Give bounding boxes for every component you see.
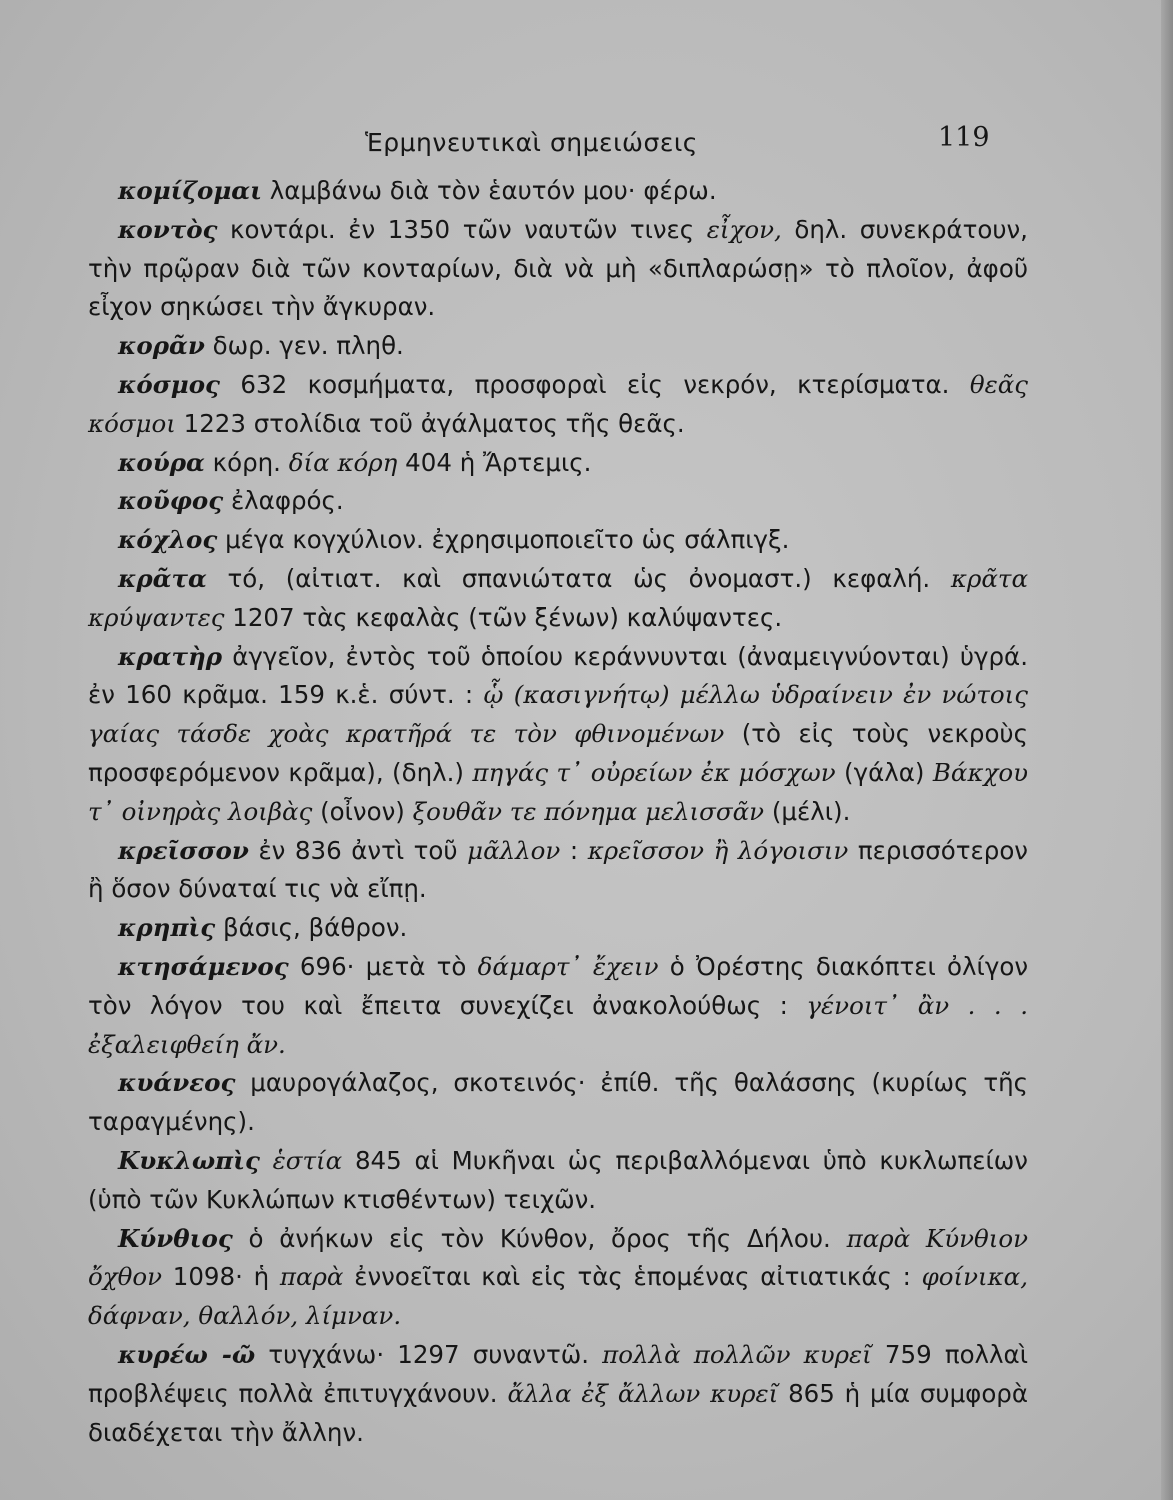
definition: : bbox=[569, 835, 579, 865]
quoted-greek: δία κόρη bbox=[288, 447, 398, 477]
glossary-entry bbox=[88, 366, 1028, 444]
quoted-greek: πολλὰ πολλῶν κυρεῖ bbox=[602, 1339, 872, 1369]
definition: (γάλα) bbox=[844, 757, 925, 787]
definition: βάσις, βάθρον. bbox=[222, 913, 408, 943]
quoted-greek: εἶχον, bbox=[706, 214, 782, 244]
glossary-body bbox=[88, 172, 1028, 1452]
headword: κρατὴρ bbox=[118, 641, 223, 671]
definition: ὁ Ὀρέστης διακόπτει ὀλίγον τὸν λόγον του καὶ ἔπειτα συνεχίζει ἀνακολούθως : bbox=[88, 951, 1029, 1020]
glossary-entry bbox=[88, 1220, 1028, 1336]
definition: 696· μετὰ τὸ bbox=[299, 951, 467, 981]
definition: κοντάρι. ἐν 1350 τῶν ναυτῶν τινες bbox=[230, 214, 695, 244]
quoted-greek: παρὰ bbox=[279, 1262, 344, 1292]
glossary-entry bbox=[88, 482, 1028, 521]
glossary-entry bbox=[88, 521, 1028, 560]
definition: τό, (αἰτιατ. καὶ σπανιώτατα ὡς ὀνομαστ.) κεφαλή. bbox=[227, 563, 931, 593]
definition: ἐν 836 ἀντὶ τοῦ bbox=[258, 835, 458, 865]
definition: (μέλι). bbox=[771, 796, 851, 826]
definition: 404 ἡ Ἄρτεμις. bbox=[405, 447, 592, 477]
glossary-entry bbox=[88, 1064, 1028, 1142]
definition: 1223 στολίδια τοῦ ἀγάλματος τῆς θεᾶς. bbox=[183, 408, 685, 438]
definition: 759 πολλαὶ προβλέψεις πολλὰ ἐπιτυγχάνουν. bbox=[88, 1339, 1028, 1408]
quoted-greek: Βάκχου τ᾽ οἰνηρὰς λοιβὰς bbox=[88, 757, 1028, 826]
quoted-greek: κρᾶτα κρύψαντες bbox=[88, 563, 1029, 632]
headword: κυάνεος bbox=[118, 1068, 236, 1098]
definition: 1207 τὰς κεφαλὰς (τῶν ξένων) καλύψαντες. bbox=[232, 602, 783, 632]
glossary-entry bbox=[88, 444, 1028, 483]
definition: μέγα κογχύλιον. ἐχρησιμοποιεῖτο ὡς σάλπιγξ. bbox=[225, 525, 790, 555]
definition: μαυρογάλαζος, σκοτεινός· ἐπίθ. τῆς θαλάσσης (κυρίως τῆς ταραγμένης). bbox=[88, 1068, 1028, 1137]
headword: Κύνθιος bbox=[118, 1223, 233, 1253]
headword: κομίζομαι bbox=[118, 176, 262, 205]
headword: κυρέω -ῶ bbox=[118, 1339, 256, 1369]
page-header bbox=[0, 118, 1173, 162]
definition: τυγχάνω· 1297 συναντῶ. bbox=[268, 1339, 590, 1369]
definition: 632 κοσμήματα, προσφοραὶ εἰς νεκρόν, κτερίσματα. bbox=[240, 369, 950, 399]
quoted-greek: ᾧ (κασιγνήτῳ) μέλλω ὑδραίνειν ἐν νώτοις γαίας τάσδε χοὰς κρατῆρά τε τὸν φθινομένων bbox=[88, 680, 1028, 749]
headword: κρεῖσσον bbox=[118, 835, 249, 865]
quoted-greek: ἑστία bbox=[272, 1145, 343, 1175]
headword: κρηπὶς bbox=[118, 913, 216, 943]
running-title: Ἑρμηνευτικαὶ σημειώσεις bbox=[365, 128, 698, 157]
quoted-greek: κρεῖσσον ἢ λόγοισιν bbox=[587, 835, 849, 865]
quoted-greek: ἄλλα ἐξ ἄλλων κυρεῖ bbox=[507, 1378, 779, 1408]
headword: κόχλος bbox=[118, 525, 218, 555]
definition: ἐννοεῖται καὶ εἰς τὰς ἑπομένας αἰτιατικάς : bbox=[354, 1262, 911, 1292]
glossary-entry bbox=[88, 172, 1028, 211]
quoted-greek: δάμαρτ᾽ ἔχειν bbox=[477, 951, 659, 981]
glossary-entry bbox=[88, 1142, 1028, 1220]
definition: περισσότερον ἢ ὅσον δύναταί τις νὰ εἴπῃ. bbox=[88, 835, 1028, 904]
definition: (οἶνον) bbox=[320, 796, 405, 826]
definition: δωρ. γεν. πληθ. bbox=[212, 331, 404, 361]
headword: κούρα bbox=[118, 447, 205, 477]
page-edge-shadow bbox=[1161, 0, 1173, 1500]
headword: κοῦφος bbox=[118, 486, 224, 516]
headword: κόσμος bbox=[118, 369, 220, 399]
quoted-greek: φοίνικα, δάφναν, θαλλόν, λίμναν. bbox=[88, 1262, 1028, 1331]
definition: 865 ἡ μία συμφορὰ διαδέχεται τὴν ἄλλην. bbox=[88, 1378, 1029, 1447]
quoted-greek: μᾶλλον bbox=[467, 835, 561, 865]
headword: Κυκλωπὶς bbox=[118, 1145, 260, 1175]
quoted-greek: πηγάς τ᾽ οὐρείων ἐκ μόσχων bbox=[472, 757, 836, 787]
definition: κόρη. bbox=[212, 447, 281, 477]
definition: δηλ. συνεκράτουν, τὴν πρῷραν διὰ τῶν κονταρίων, διὰ νὰ μὴ «διπλαρώσῃ» τὸ πλοῖον, ἀφοῦ εἶχον σηκώσει τὴν ἄγκυραν. bbox=[88, 214, 1028, 322]
glossary-entry bbox=[88, 211, 1028, 327]
glossary-entry bbox=[88, 1336, 1028, 1452]
page-number: 119 bbox=[938, 122, 990, 153]
definition: (τὸ εἰς τοὺς νεκροὺς προσφερόμενον κρᾶμα), (δηλ.) bbox=[88, 719, 1028, 787]
glossary-entry bbox=[88, 327, 1028, 366]
headword: κρᾶτα bbox=[118, 563, 207, 593]
glossary-entry bbox=[88, 560, 1028, 638]
headword: κτησάμενος bbox=[118, 951, 289, 981]
definition: ἀγγεῖον, ἐντὸς τοῦ ὁποίου κεράννυνται (ἀναμειγνύονται) ὑγρά. ἐν 160 κρᾶμα. 159 κ.ἑ. σύντ. : bbox=[88, 641, 1028, 710]
quoted-greek: παρὰ Κύνθιον ὄχθον bbox=[88, 1223, 1028, 1292]
quoted-greek: θεᾶς κόσμοι bbox=[88, 369, 1029, 438]
glossary-entry bbox=[88, 948, 1028, 1064]
glossary-entry bbox=[88, 638, 1028, 832]
quoted-greek: ξουθᾶν τε πόνημα μελισσᾶν bbox=[412, 796, 765, 826]
definition: ὁ ἀνήκων εἰς τὸν Κύνθον, ὄρος τῆς Δήλου. bbox=[248, 1223, 831, 1253]
glossary-entry bbox=[88, 909, 1028, 948]
definition: 845 αἱ Μυκῆναι ὡς περιβαλλόμεναι ὑπὸ κυκλωπείων (ὑπὸ τῶν Κυκλώπων κτισθέντων) τειχῶν. bbox=[88, 1145, 1028, 1214]
quoted-greek: γένοιτ᾽ ἂν . . . ἐξαλειφθείη ἄν. bbox=[88, 990, 1028, 1059]
glossary-entry bbox=[88, 832, 1028, 910]
headword: κοντὸς bbox=[118, 214, 218, 244]
headword: κορᾶν bbox=[118, 331, 205, 361]
definition: ἐλαφρός. bbox=[230, 486, 344, 516]
definition: λαμβάνω διὰ τὸν ἑαυτόν μου· φέρω. bbox=[269, 176, 717, 205]
definition: 1098· ἡ bbox=[172, 1262, 270, 1292]
